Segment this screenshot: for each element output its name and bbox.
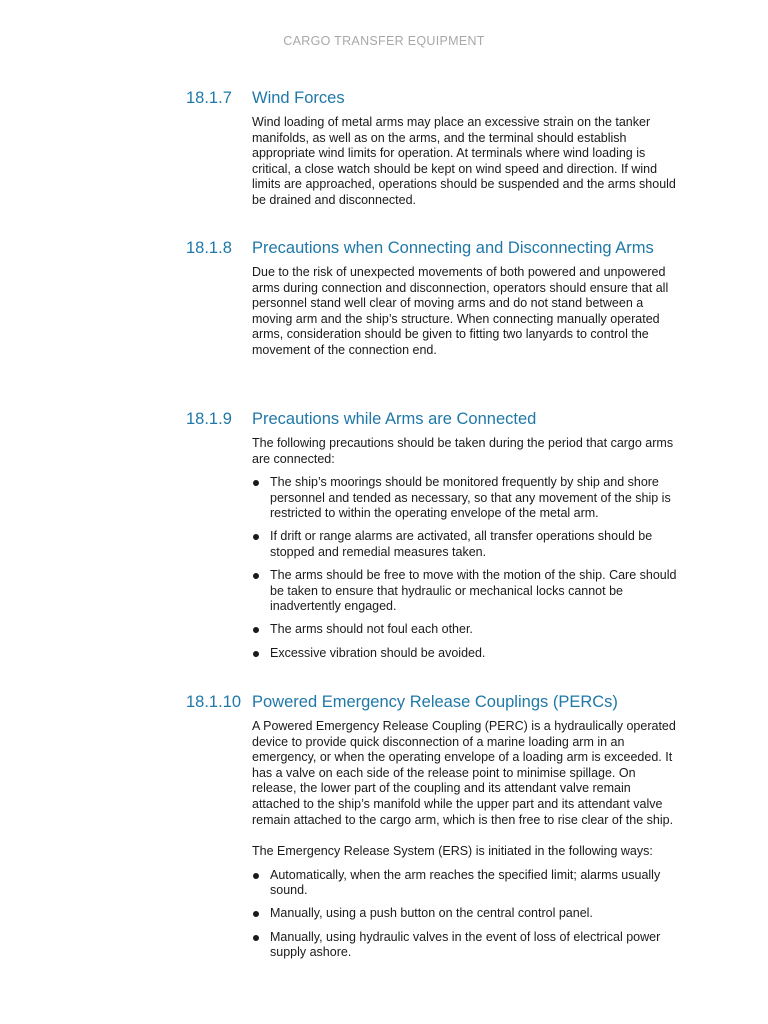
- list-item-text: Manually, using a push button on the central control panel.: [270, 906, 593, 921]
- bullet-icon: [253, 651, 259, 657]
- section-body: [252, 719, 682, 961]
- paragraph: Wind loading of metal arms may place an excessive strain on the tanker manifolds, as well as on the arms, and the terminal should establish appropriate wind limits for operation. At terminals where wind loading is critical, a close watch should be kept on wind speed and direction. If wind limits are approached, operations should be suspended and the arms should be drained and disconnected.: [252, 115, 676, 207]
- section-heading: [186, 238, 686, 259]
- list-item-text: The arms should be free to move with the motion of the ship. Care should be taken to ensure that hydraulic or mechanical locks cannot be inadvertently engaged.: [270, 568, 677, 614]
- paragraph: A Powered Emergency Release Coupling (PERC) is a hydraulically operated device to provide quick disconnection of a marine loading arm in an emergency, or when the operating envelope of a loading arm is exceeded. It has a valve on each side of the release point to minimise spillage. On release, the lower part of the coupling and its attendant valve remain attached to the ship’s manifold while the upper part and its attendant valve remain attached to the cargo arm, which is then free to rise clear of the ship.: [252, 719, 676, 827]
- list-item-text: Excessive vibration should be avoided.: [270, 645, 486, 660]
- paragraph: Due to the risk of unexpected movements of both powered and unpowered arms during connection and disconnection, operators should ensure that all personnel stand well clear of moving arms and do not stand between a moving arm and the ship’s structure. When connecting manually operated arms, consideration should be given to fitting two lanyards to control the movement of the connection end.: [252, 265, 669, 357]
- section-title: Powered Emergency Release Couplings (PERCs): [252, 693, 618, 711]
- section-18-1-9: [186, 409, 686, 669]
- section-number: 18.1.10: [186, 693, 242, 711]
- list-item: [252, 529, 682, 560]
- list-item: [252, 568, 682, 615]
- list-item-text: If drift or range alarms are activated, all transfer operations should be stopped and remedial measures taken.: [270, 529, 653, 560]
- bullet-icon: [253, 573, 259, 579]
- section-number: 18.1.7: [186, 89, 232, 107]
- section-body: [252, 436, 682, 661]
- section-title: Wind Forces: [252, 89, 345, 107]
- section-title: Precautions while Arms are Connected: [252, 410, 537, 428]
- list-item-text: The arms should not foul each other.: [270, 622, 473, 637]
- section-heading: [186, 692, 686, 713]
- section-heading: [186, 88, 686, 109]
- section-body: [252, 265, 682, 359]
- list-item: [252, 906, 682, 922]
- paragraph: The following precautions should be taken during the period that cargo arms are connected:: [252, 436, 674, 466]
- running-header: CARGO TRANSFER EQUIPMENT: [283, 34, 485, 48]
- list-item: [252, 930, 682, 961]
- list-item-text: The ship’s moorings should be monitored frequently by ship and shore personnel and tended as necessary, so that any movement of the ship is restricted to within the operating envelope of the metal arm.: [270, 475, 671, 521]
- list-item-text: Automatically, when the arm reaches the specified limit; alarms usually sound.: [270, 867, 661, 898]
- bullet-icon: [253, 627, 259, 633]
- bullet-icon: [253, 873, 259, 879]
- list-item: [252, 646, 682, 662]
- list-item: [252, 475, 682, 522]
- section-body: [252, 115, 682, 209]
- bullet-list: [252, 868, 682, 961]
- bullet-icon: [253, 480, 259, 486]
- bullet-icon: [253, 911, 259, 917]
- section-18-1-7: [186, 88, 686, 209]
- section-heading: [186, 409, 686, 430]
- section-title: Precautions when Connecting and Disconnecting Arms: [252, 239, 654, 257]
- section-18-1-8: [186, 238, 686, 359]
- section-18-1-10: [186, 692, 686, 968]
- section-number: 18.1.8: [186, 239, 232, 257]
- list-item-text: Manually, using hydraulic valves in the event of loss of electrical power supply ashore.: [270, 929, 661, 960]
- section-number: 18.1.9: [186, 410, 232, 428]
- list-item: [252, 868, 682, 899]
- bullet-icon: [253, 935, 259, 941]
- bullet-list: [252, 475, 682, 661]
- bullet-icon: [253, 534, 259, 540]
- list-item: [252, 622, 682, 638]
- paragraph: The Emergency Release System (ERS) is initiated in the following ways:: [252, 844, 653, 859]
